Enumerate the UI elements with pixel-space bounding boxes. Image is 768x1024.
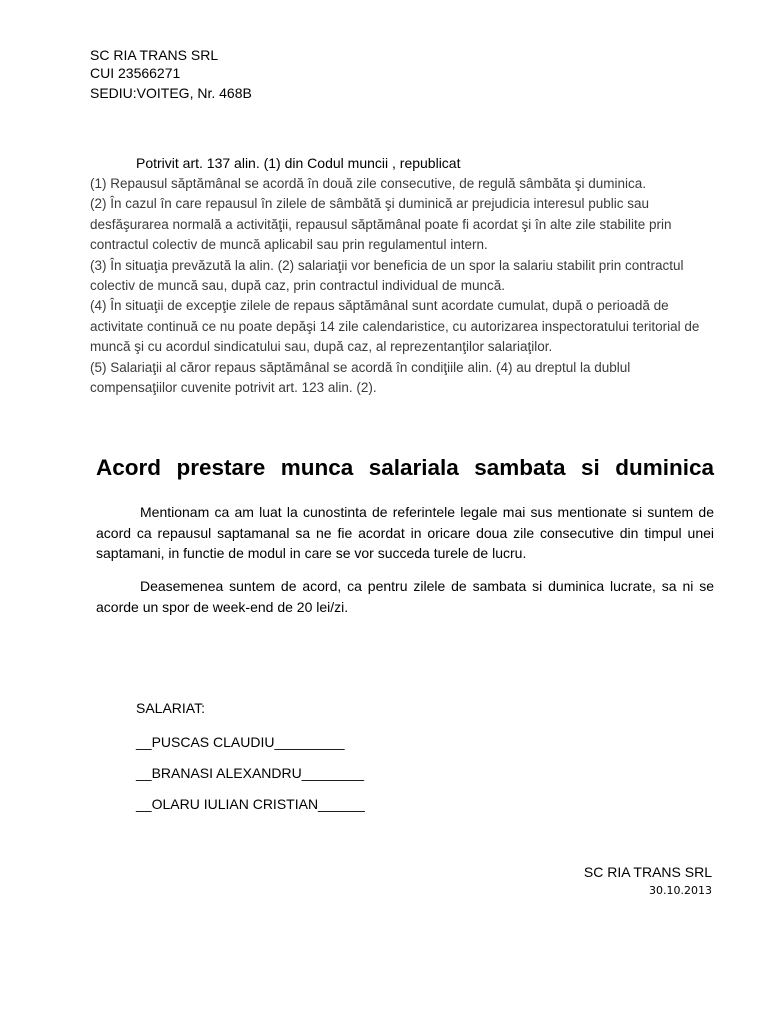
company-address: SEDIU:VOITEG, Nr. 468B — [90, 85, 252, 101]
footer-company: SC RIA TRANS SRL — [583, 864, 712, 880]
employee-label: SALARIAT: — [136, 700, 205, 716]
legal-paragraph-1: (1) Repausul săptămânal se acordă în două zile consecutive, de regulă sâmbăta şi duminica. — [90, 176, 647, 191]
legal-paragraph-3: (3) În situaţia prevăzută la alin. (2) salariaţii vor beneficia de un spor la salariu stabilit prin contractul colectiv de muncă sau, după caz, prin contractul individual de muncă. — [90, 257, 684, 294]
legal-paragraph-5: (5) Salariaţii al căror repaus săptămânal se acordă în condiţiile alin. (4) au dreptul la dublul compensaţiilor cuvenite potrivit art. 123 alin. (2). — [90, 359, 631, 396]
agreement-paragraph-2: Deasemenea suntem de acord, ca pentru zilele de sambata si duminica lucrate, sa ni se acorde un spor de week-end de 20 lei/zi. — [96, 578, 714, 615]
company-name: SC RIA TRANS SRL — [90, 47, 219, 63]
employee-signature-line: __BRANASI ALEXANDRU________ — [136, 765, 365, 781]
agreement-paragraph-1: Mentionam ca am luat la cunostinta de referintele legale mai sus mentionate si suntem de acord ca repausul saptamanal sa ne fie acordat in oricare doua zile consecutive din timpul unei saptamani, in functie de modul in care se vor succeda turele de lucru. — [96, 504, 714, 561]
legal-paragraph-4: (4) În situaţii de excepţie zilele de repaus săptămânal sunt acordate cumulat, după o perioadă de activitate continuă ce nu poate depăşi 14 zile calendaristice, cu autorizarea inspectoratului teritorial de muncă şi cu acordul sindicatului sau, după caz, al reprezentanţilor salariaţilor. — [90, 298, 700, 355]
legal-paragraph-2: (2) În cazul în care repausul în zilele de sâmbătă şi duminică ar prejudicia interesul public sau desfăşurarea normală a activităţii, repausul săptămânal poate fi acordat şi în alte zile stabilite prin contractul colectiv de muncă aplicabil sau prin regulamentul intern. — [90, 196, 672, 253]
document-date: 30.10.2013 — [649, 884, 712, 897]
company-cui: CUI 23566271 — [90, 65, 181, 81]
employee-signature-line: __OLARU IULIAN CRISTIAN______ — [136, 796, 365, 812]
legal-intro: Potrivit art. 137 alin. (1) din Codul muncii , republicat — [136, 155, 461, 171]
employee-signature-line: __PUSCAS CLAUDIU_________ — [136, 734, 345, 750]
agreement-title: Acord prestare munca salariala sambata si duminica — [96, 455, 714, 480]
legal-text — [90, 174, 715, 398]
